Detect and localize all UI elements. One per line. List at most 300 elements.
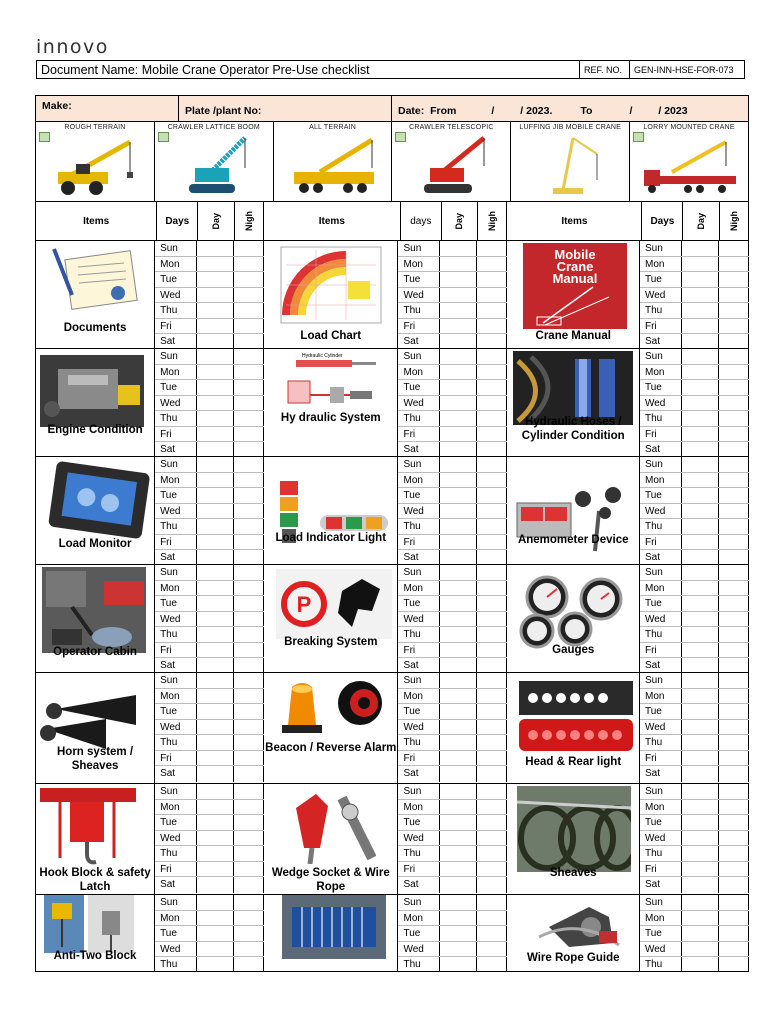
night-check-cell[interactable] (477, 627, 507, 642)
day-check-cell[interactable] (440, 831, 477, 846)
day-check-cell[interactable] (440, 396, 477, 411)
night-check-cell[interactable] (477, 272, 507, 287)
day-check-cell[interactable] (440, 349, 477, 364)
day-check-cell[interactable] (682, 565, 719, 580)
day-check-cell[interactable] (682, 457, 719, 472)
date-field[interactable] (392, 96, 748, 121)
day-check-cell[interactable] (440, 442, 477, 457)
night-check-cell[interactable] (477, 334, 507, 349)
night-check-cell[interactable] (719, 473, 749, 488)
day-check-cell[interactable] (197, 504, 234, 519)
night-check-cell[interactable] (477, 612, 507, 627)
night-check-cell[interactable] (719, 550, 749, 565)
day-check-cell[interactable] (440, 877, 477, 893)
day-check-cell[interactable] (197, 673, 234, 688)
day-line (155, 519, 264, 535)
night-check-cell[interactable] (719, 488, 749, 503)
night-check-cell[interactable] (719, 241, 749, 256)
day-name: Tue (640, 704, 682, 719)
day-check-cell[interactable] (682, 942, 719, 957)
day-check-cell[interactable] (197, 895, 234, 910)
night-check-cell[interactable] (719, 673, 749, 688)
night-check-cell[interactable] (719, 319, 749, 334)
night-check-cell[interactable] (477, 784, 507, 799)
day-check-cell[interactable] (197, 427, 234, 442)
night-check-cell[interactable] (234, 862, 264, 877)
night-check-cell[interactable] (719, 612, 749, 627)
day-check-cell[interactable] (440, 411, 477, 426)
day-check-cell[interactable] (682, 612, 719, 627)
checklist-item (36, 349, 155, 456)
day-check-cell[interactable] (682, 396, 719, 411)
day-check-cell[interactable] (682, 535, 719, 550)
day-check-cell[interactable] (197, 411, 234, 426)
night-check-cell[interactable] (477, 596, 507, 611)
night-check-cell[interactable] (234, 627, 264, 642)
night-check-cell[interactable] (234, 550, 264, 565)
night-check-cell[interactable] (719, 877, 749, 893)
day-check-cell[interactable] (682, 957, 719, 972)
night-check-cell[interactable] (719, 831, 749, 846)
day-check-cell[interactable] (440, 895, 477, 910)
night-check-cell[interactable] (477, 689, 507, 704)
day-check-cell[interactable] (682, 704, 719, 719)
night-check-cell[interactable] (719, 288, 749, 303)
day-check-cell[interactable] (440, 673, 477, 688)
night-check-cell[interactable] (719, 565, 749, 580)
day-checks (640, 457, 749, 564)
day-check-cell[interactable] (197, 766, 234, 782)
night-check-cell[interactable] (719, 862, 749, 877)
day-check-cell[interactable] (682, 411, 719, 426)
day-check-cell[interactable] (440, 957, 477, 972)
night-check-cell[interactable] (234, 565, 264, 580)
day-check-cell[interactable] (197, 365, 234, 380)
day-check-cell[interactable] (682, 926, 719, 941)
day-check-cell[interactable] (197, 911, 234, 926)
day-check-cell[interactable] (682, 658, 719, 673)
day-check-cell[interactable] (682, 862, 719, 877)
day-check-cell[interactable] (440, 926, 477, 941)
day-check-cell[interactable] (197, 704, 234, 719)
day-check-cell[interactable] (197, 581, 234, 596)
night-check-cell[interactable] (477, 877, 507, 893)
night-check-cell[interactable] (477, 831, 507, 846)
night-check-cell[interactable] (234, 612, 264, 627)
day-check-cell[interactable] (682, 257, 719, 272)
day-check-cell[interactable] (197, 957, 234, 972)
night-check-cell[interactable] (719, 504, 749, 519)
night-check-cell[interactable] (719, 911, 749, 926)
day-check-cell[interactable] (440, 800, 477, 815)
day-check-cell[interactable] (682, 581, 719, 596)
day-check-cell[interactable] (197, 926, 234, 941)
day-check-cell[interactable] (197, 689, 234, 704)
day-check-cell[interactable] (197, 457, 234, 472)
night-check-cell[interactable] (477, 942, 507, 957)
day-check-cell[interactable] (682, 442, 719, 457)
night-check-cell[interactable] (719, 581, 749, 596)
night-check-cell[interactable] (477, 720, 507, 735)
day-name: Sun (155, 565, 197, 580)
day-check-cell[interactable] (682, 550, 719, 565)
day-check-cell[interactable] (682, 689, 719, 704)
day-check-cell[interactable] (197, 288, 234, 303)
day-check-cell[interactable] (682, 751, 719, 766)
night-check-cell[interactable] (477, 288, 507, 303)
night-check-cell[interactable] (234, 689, 264, 704)
night-check-cell[interactable] (234, 457, 264, 472)
day-check-cell[interactable] (197, 535, 234, 550)
day-check-cell[interactable] (197, 303, 234, 318)
day-check-cell[interactable] (440, 365, 477, 380)
day-check-cell[interactable] (682, 349, 719, 364)
night-check-cell[interactable] (477, 957, 507, 972)
night-check-cell[interactable] (719, 349, 749, 364)
night-check-cell[interactable] (234, 396, 264, 411)
night-check-cell[interactable] (234, 272, 264, 287)
night-check-cell[interactable] (477, 751, 507, 766)
plate-field[interactable]: Plate /plant No: (179, 96, 392, 121)
night-check-cell[interactable] (719, 800, 749, 815)
day-check-cell[interactable] (197, 751, 234, 766)
night-check-cell[interactable] (477, 815, 507, 830)
night-check-cell[interactable] (719, 957, 749, 972)
night-check-cell[interactable] (234, 846, 264, 861)
night-check-cell[interactable] (477, 550, 507, 565)
day-check-cell[interactable] (682, 365, 719, 380)
load-monitor-icon (46, 461, 150, 541)
night-check-cell[interactable] (477, 895, 507, 910)
night-check-cell[interactable] (477, 735, 507, 750)
day-check-cell[interactable] (197, 877, 234, 893)
night-check-cell[interactable] (719, 535, 749, 550)
day-check-cell[interactable] (440, 704, 477, 719)
day-check-cell[interactable] (197, 846, 234, 861)
day-check-cell[interactable] (197, 596, 234, 611)
night-check-cell[interactable] (477, 365, 507, 380)
day-check-cell[interactable] (197, 519, 234, 534)
day-check-cell[interactable] (440, 815, 477, 830)
night-check-cell[interactable] (719, 720, 749, 735)
night-check-cell[interactable] (234, 380, 264, 395)
day-check-cell[interactable] (682, 303, 719, 318)
day-check-cell[interactable] (197, 627, 234, 642)
night-check-cell[interactable] (234, 535, 264, 550)
night-check-cell[interactable] (477, 349, 507, 364)
day-check-cell[interactable] (682, 846, 719, 861)
day-check-cell[interactable] (440, 846, 477, 861)
night-check-cell[interactable] (719, 365, 749, 380)
day-check-cell[interactable] (197, 831, 234, 846)
day-check-cell[interactable] (682, 596, 719, 611)
night-check-cell[interactable] (234, 911, 264, 926)
night-check-cell[interactable] (234, 365, 264, 380)
day-check-cell[interactable] (682, 272, 719, 287)
day-check-cell[interactable] (440, 751, 477, 766)
night-check-cell[interactable] (234, 519, 264, 534)
night-check-cell[interactable] (477, 766, 507, 782)
day-check-cell[interactable] (197, 319, 234, 334)
day-check-cell[interactable] (440, 689, 477, 704)
day-check-cell[interactable] (682, 911, 719, 926)
day-check-cell[interactable] (197, 658, 234, 673)
night-check-cell[interactable] (234, 766, 264, 782)
day-check-cell[interactable] (440, 303, 477, 318)
day-check-cell[interactable] (197, 942, 234, 957)
day-check-cell[interactable] (440, 643, 477, 658)
item-caption: Anemometer Device (517, 534, 629, 546)
day-check-cell[interactable] (440, 380, 477, 395)
day-name: Mon (640, 257, 682, 272)
night-check-cell[interactable] (477, 411, 507, 426)
day-check-cell[interactable] (682, 519, 719, 534)
night-check-cell[interactable] (234, 658, 264, 673)
night-check-cell[interactable] (719, 704, 749, 719)
night-check-cell[interactable] (234, 720, 264, 735)
day-check-cell[interactable] (440, 766, 477, 782)
day-check-cell[interactable] (197, 442, 234, 457)
day-check-cell[interactable] (682, 241, 719, 256)
night-check-cell[interactable] (477, 303, 507, 318)
night-check-cell[interactable] (477, 319, 507, 334)
day-check-cell[interactable] (197, 241, 234, 256)
day-check-cell[interactable] (682, 643, 719, 658)
day-check-cell[interactable] (440, 457, 477, 472)
day-check-cell[interactable] (682, 895, 719, 910)
night-check-cell[interactable] (234, 473, 264, 488)
day-check-cell[interactable] (682, 800, 719, 815)
night-check-cell[interactable] (477, 442, 507, 457)
day-check-cell[interactable] (440, 504, 477, 519)
night-check-cell[interactable] (234, 831, 264, 846)
day-check-cell[interactable] (197, 257, 234, 272)
night-check-cell[interactable] (234, 334, 264, 349)
night-check-cell[interactable] (477, 911, 507, 926)
day-check-cell[interactable] (682, 334, 719, 349)
night-check-cell[interactable] (234, 241, 264, 256)
night-check-cell[interactable] (234, 895, 264, 910)
night-check-cell[interactable] (719, 766, 749, 782)
night-check-cell[interactable] (234, 735, 264, 750)
day-check-cell[interactable] (682, 673, 719, 688)
night-check-cell[interactable] (719, 272, 749, 287)
night-check-cell[interactable] (477, 643, 507, 658)
night-check-cell[interactable] (477, 504, 507, 519)
night-check-cell[interactable] (234, 596, 264, 611)
day-check-cell[interactable] (682, 473, 719, 488)
night-check-cell[interactable] (719, 784, 749, 799)
day-check-cell[interactable] (197, 565, 234, 580)
day-check-cell[interactable] (440, 565, 477, 580)
day-check-cell[interactable] (197, 815, 234, 830)
night-check-cell[interactable] (234, 442, 264, 457)
night-check-cell[interactable] (477, 519, 507, 534)
night-check-cell[interactable] (477, 473, 507, 488)
night-check-cell[interactable] (234, 303, 264, 318)
night-check-cell[interactable] (477, 380, 507, 395)
day-check-cell[interactable] (440, 658, 477, 673)
night-check-cell[interactable] (719, 519, 749, 534)
day-check-cell[interactable] (682, 488, 719, 503)
day-check-cell[interactable] (440, 241, 477, 256)
day-check-cell[interactable] (440, 473, 477, 488)
night-check-cell[interactable] (719, 658, 749, 673)
day-check-cell[interactable] (682, 380, 719, 395)
night-check-cell[interactable] (719, 411, 749, 426)
day-check-cell[interactable] (440, 596, 477, 611)
night-check-cell[interactable] (234, 581, 264, 596)
day-check-cell[interactable] (197, 643, 234, 658)
day-line (398, 565, 507, 581)
night-check-cell[interactable] (234, 488, 264, 503)
day-check-cell[interactable] (197, 272, 234, 287)
checklist-item (507, 349, 640, 456)
day-check-cell[interactable] (440, 257, 477, 272)
day-check-cell[interactable] (440, 784, 477, 799)
night-check-cell[interactable] (719, 627, 749, 642)
night-check-cell[interactable] (477, 926, 507, 941)
night-check-cell[interactable] (477, 535, 507, 550)
night-check-cell[interactable] (477, 488, 507, 503)
night-check-cell[interactable] (719, 926, 749, 941)
night-check-cell[interactable] (234, 784, 264, 799)
night-check-cell[interactable] (719, 643, 749, 658)
night-check-cell[interactable] (719, 815, 749, 830)
day-check-cell[interactable] (197, 488, 234, 503)
day-check-cell[interactable] (440, 550, 477, 565)
day-check-cell[interactable] (440, 319, 477, 334)
day-check-cell[interactable] (682, 427, 719, 442)
night-check-cell[interactable] (234, 877, 264, 893)
day-check-cell[interactable] (440, 535, 477, 550)
day-check-cell[interactable] (682, 504, 719, 519)
night-check-cell[interactable] (234, 411, 264, 426)
day-check-cell[interactable] (197, 349, 234, 364)
night-check-cell[interactable] (234, 926, 264, 941)
night-check-cell[interactable] (719, 596, 749, 611)
night-check-cell[interactable] (234, 427, 264, 442)
night-check-cell[interactable] (719, 735, 749, 750)
night-check-cell[interactable] (234, 288, 264, 303)
night-check-cell[interactable] (719, 846, 749, 861)
night-check-cell[interactable] (477, 257, 507, 272)
night-check-cell[interactable] (719, 689, 749, 704)
night-check-cell[interactable] (477, 581, 507, 596)
night-check-cell[interactable] (234, 319, 264, 334)
day-check-cell[interactable] (197, 612, 234, 627)
night-check-cell[interactable] (234, 704, 264, 719)
day-check-cell[interactable] (440, 488, 477, 503)
day-check-cell[interactable] (682, 735, 719, 750)
day-check-cell[interactable] (197, 800, 234, 815)
day-name: Tue (640, 380, 682, 395)
night-check-cell[interactable] (234, 957, 264, 972)
night-check-cell[interactable] (234, 257, 264, 272)
day-check-cell[interactable] (197, 784, 234, 799)
night-check-cell[interactable] (719, 396, 749, 411)
day-check-cell[interactable] (682, 627, 719, 642)
day-check-cell[interactable] (682, 784, 719, 799)
day-check-cell[interactable] (197, 720, 234, 735)
day-check-cell[interactable] (682, 720, 719, 735)
night-check-cell[interactable] (234, 800, 264, 815)
night-check-cell[interactable] (477, 846, 507, 861)
day-check-cell[interactable] (440, 272, 477, 287)
night-check-cell[interactable] (234, 815, 264, 830)
day-check-cell[interactable] (682, 766, 719, 782)
night-check-cell[interactable] (477, 396, 507, 411)
night-check-cell[interactable] (234, 504, 264, 519)
day-check-cell[interactable] (440, 334, 477, 349)
day-check-cell[interactable] (440, 581, 477, 596)
day-check-cell[interactable] (440, 627, 477, 642)
day-check-cell[interactable] (197, 735, 234, 750)
day-check-cell[interactable] (440, 288, 477, 303)
all-terrain-crane-icon (286, 134, 382, 198)
day-line (398, 673, 507, 689)
night-check-cell[interactable] (477, 241, 507, 256)
night-check-cell[interactable] (719, 334, 749, 349)
day-check-cell[interactable] (440, 735, 477, 750)
day-name: Tue (398, 704, 440, 719)
night-check-cell[interactable] (234, 673, 264, 688)
night-check-cell[interactable] (719, 303, 749, 318)
night-check-cell[interactable] (477, 704, 507, 719)
night-check-cell[interactable] (477, 427, 507, 442)
night-check-cell[interactable] (234, 643, 264, 658)
night-check-cell[interactable] (234, 751, 264, 766)
day-check-cell[interactable] (682, 831, 719, 846)
night-check-cell[interactable] (719, 942, 749, 957)
day-check-cell[interactable] (440, 911, 477, 926)
day-check-cell[interactable] (440, 720, 477, 735)
night-check-cell[interactable] (719, 380, 749, 395)
day-check-cell[interactable] (440, 942, 477, 957)
day-check-cell[interactable] (197, 550, 234, 565)
night-check-cell[interactable] (477, 800, 507, 815)
day-check-cell[interactable] (197, 334, 234, 349)
night-check-cell[interactable] (477, 658, 507, 673)
night-check-cell[interactable] (719, 895, 749, 910)
make-field[interactable]: Make: (36, 96, 179, 121)
day-check-cell[interactable] (440, 862, 477, 877)
night-check-cell[interactable] (719, 257, 749, 272)
day-name: Wed (155, 720, 197, 735)
night-check-cell[interactable] (234, 942, 264, 957)
day-check-cell[interactable] (197, 396, 234, 411)
day-check-cell[interactable] (440, 519, 477, 534)
day-check-cell[interactable] (197, 473, 234, 488)
day-check-cell[interactable] (682, 319, 719, 334)
night-check-cell[interactable] (477, 565, 507, 580)
night-check-cell[interactable] (719, 427, 749, 442)
night-check-cell[interactable] (719, 457, 749, 472)
night-check-cell[interactable] (719, 751, 749, 766)
day-check-cell[interactable] (440, 427, 477, 442)
night-check-cell[interactable] (719, 442, 749, 457)
night-check-cell[interactable] (477, 673, 507, 688)
day-check-cell[interactable] (682, 288, 719, 303)
day-check-cell[interactable] (440, 612, 477, 627)
day-check-cell[interactable] (197, 862, 234, 877)
day-check-cell[interactable] (682, 877, 719, 893)
day-check-cell[interactable] (682, 815, 719, 830)
night-check-cell[interactable] (234, 349, 264, 364)
day-check-cell[interactable] (197, 380, 234, 395)
night-check-cell[interactable] (477, 457, 507, 472)
night-check-cell[interactable] (477, 862, 507, 877)
